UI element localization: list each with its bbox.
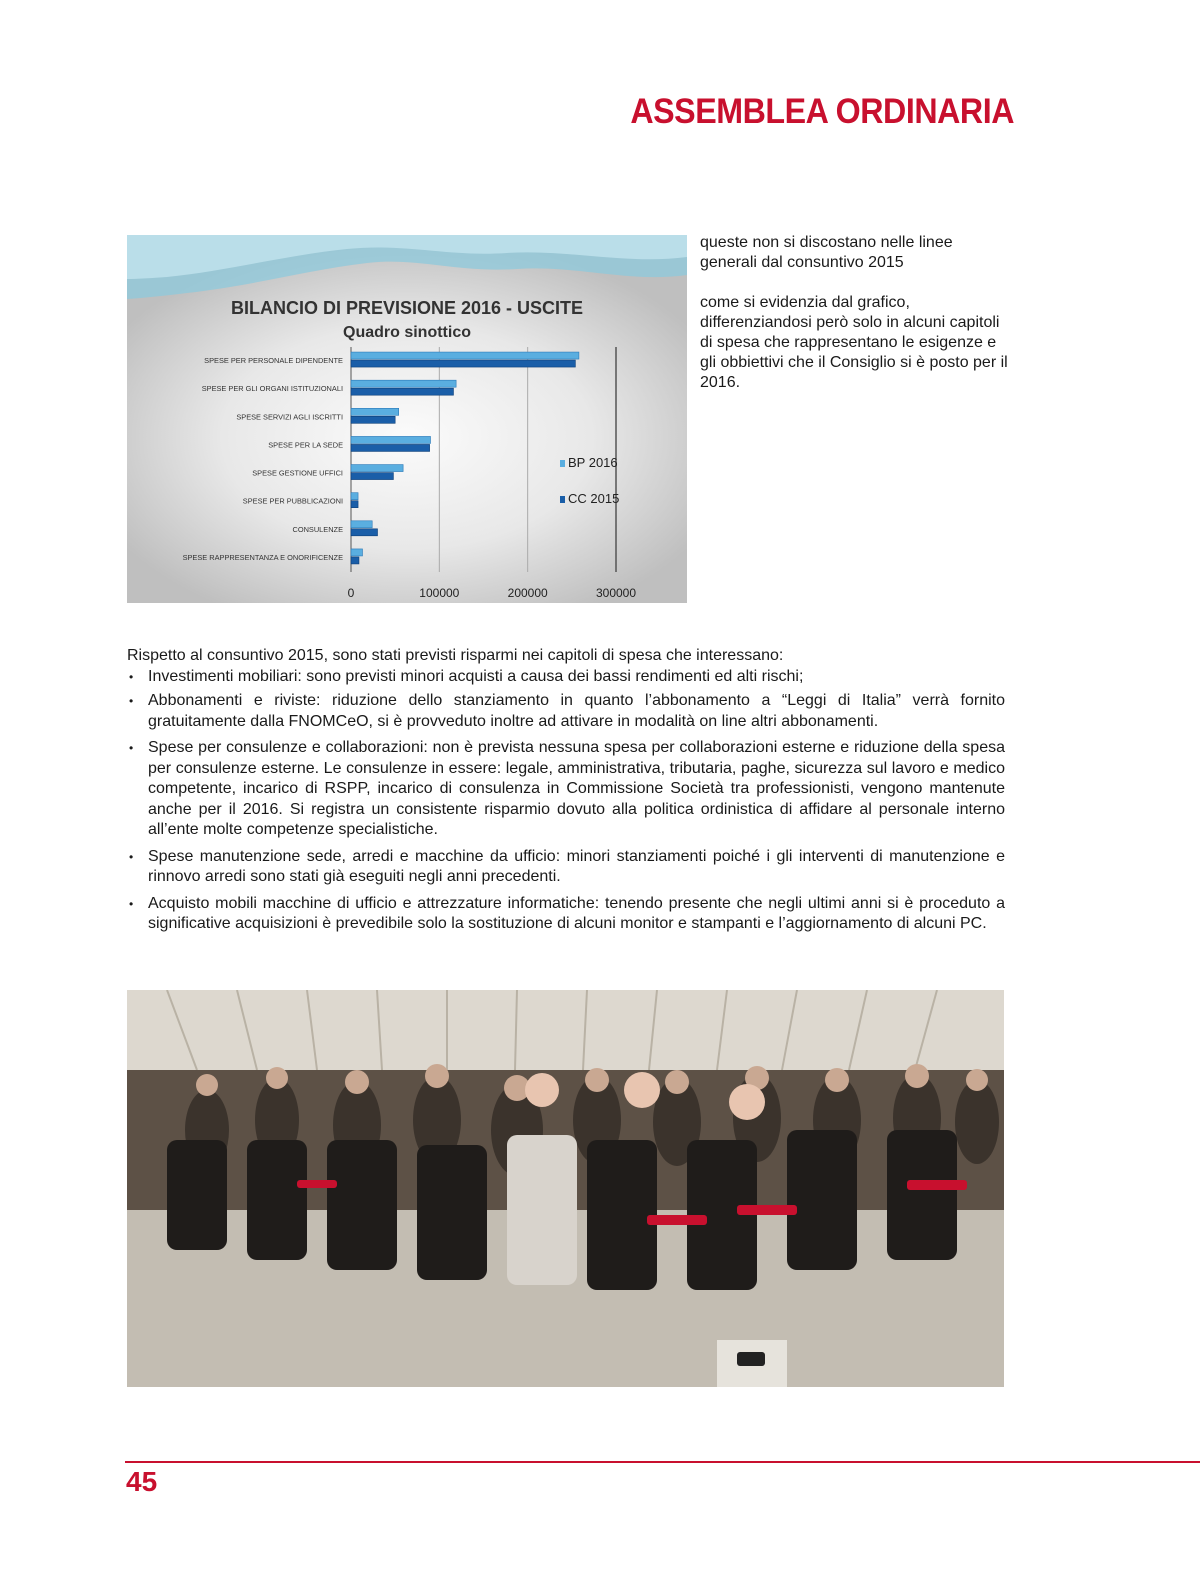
bar-cc-2015 xyxy=(351,388,453,395)
list-item: • Investimenti mobiliari: sono previsti minori acquisti a causa dei bassi rendimenti ed alti rischi; xyxy=(127,667,1005,688)
side-paragraph-2: come si evidenzia dal grafico, differenziandosi però solo in alcuni capitoli di spesa che rappresentano le esigenze e gli obbiettivi che il Consiglio si è posto per il 2016. xyxy=(700,294,1008,391)
chart-subtitle: Quadro sinottico xyxy=(343,324,471,341)
bullet-icon: • xyxy=(129,849,134,864)
chart-canvas xyxy=(127,235,687,603)
page-header-title: ASSEMBLEA ORDINARIA xyxy=(630,92,1014,131)
category-label: SPESE PER LA SEDE xyxy=(268,440,343,450)
bullet-icon: • xyxy=(129,896,134,911)
bar-bp-2016 xyxy=(351,436,431,443)
x-tick-label: 100000 xyxy=(419,586,460,600)
bar-bp-2016 xyxy=(351,408,399,415)
bullet-icon: • xyxy=(129,694,134,708)
x-tick-label: 300000 xyxy=(595,586,637,600)
bar-bp-2016 xyxy=(351,521,372,528)
category-label: SPESE PER GLI ORGANI ISTITUZIONALI xyxy=(201,384,343,394)
bar-cc-2015 xyxy=(351,444,430,451)
bar-bp-2016 xyxy=(351,352,579,359)
bar-bp-2016 xyxy=(351,465,403,472)
bullet-icon: • xyxy=(129,741,134,755)
bar-cc-2015 xyxy=(351,416,395,423)
assembly-audience-photo xyxy=(127,990,1004,1387)
bar-cc-2015 xyxy=(351,360,575,367)
bullet-icon: • xyxy=(129,669,134,684)
list-item: • Acquisto mobili macchine di ufficio e attrezzature informatiche: tenendo presente che negli ultimi anni si è proceduto a significative acquisizioni è prevedibile solo la sostituzione di alcuni monitor e stampanti e l’aggiornamento di alcuni PC. xyxy=(129,894,1005,932)
category-label: SPESE PER PUBBLICAZIONI xyxy=(242,496,343,506)
bar-bp-2016 xyxy=(351,549,362,556)
bar-bp-2016 xyxy=(351,380,456,387)
side-text xyxy=(700,233,1010,413)
x-tick-label: 0 xyxy=(347,586,355,600)
list-item: • Spese per consulenze e collaborazioni: non è prevista nessuna spesa per collaborazioni esterne e riduzione della spesa per consulenze esterne. Le consulenze in essere: legale, amministrativa, tributaria, paghe, sicurezza sul lavoro e medico competente, incarico di RSPP, incarico di consulenza in Commissione Società tra professionisti, vengono mantenute anche per il 2016. Si registra un consistente risparmio dovuto alla politica ordinistica di affidare al personale interno all’ente molte competenze specialistiche. xyxy=(129,739,1005,838)
category-label: CONSULENZE xyxy=(292,524,343,534)
list-item: • Spese manutenzione sede, arredi e macchine da ufficio: minori stanziamenti poiché i gli interventi di manutenzione e rinnovo arredi sono stati già eseguiti negli anni precedenti. xyxy=(129,847,1005,885)
body-text xyxy=(127,646,1005,941)
footer-divider xyxy=(125,1461,1200,1463)
category-label: SPESE RAPPRESENTANZA E ONORIFICENZE xyxy=(182,552,343,562)
category-label: SPESE SERVIZI AGLI ISCRITTI xyxy=(236,412,343,422)
bar-cc-2015 xyxy=(351,529,378,536)
bar-cc-2015 xyxy=(351,501,358,508)
legend-swatch xyxy=(560,460,565,467)
bar-cc-2015 xyxy=(351,473,393,480)
legend-swatch xyxy=(560,496,565,503)
savings-list xyxy=(127,667,1005,935)
x-tick-label: 200000 xyxy=(507,586,548,600)
budget-bar-chart xyxy=(127,235,687,603)
bar-bp-2016 xyxy=(351,493,358,500)
legend-label: BP 2016 xyxy=(568,455,618,470)
page-number: 45 xyxy=(126,1466,158,1497)
photo-illustration xyxy=(127,990,1004,1387)
bar-cc-2015 xyxy=(351,557,359,564)
category-label: SPESE GESTIONE UFFICI xyxy=(252,468,343,478)
category-label: SPESE PER PERSONALE DIPENDENTE xyxy=(204,356,343,366)
list-item: • Abbonamenti e riviste: riduzione dello stanziamento in quanto l’abbonamento a “Leggi di Italia” verrà fornito gratuitamente dalla FNOMCeO, si è provveduto inoltre ad attivare in modalità on line altri abbonamenti. xyxy=(129,692,1005,730)
side-paragraph-1: queste non si discostano nelle linee generali dal consuntivo 2015 xyxy=(700,234,953,271)
chart-title: BILANCIO DI PREVISIONE 2016 - USCITE xyxy=(230,298,584,318)
legend-label: CC 2015 xyxy=(568,491,620,506)
body-intro: Rispetto al consuntivo 2015, sono stati previsti risparmi nei capitoli di spesa che interessano: xyxy=(127,647,784,664)
